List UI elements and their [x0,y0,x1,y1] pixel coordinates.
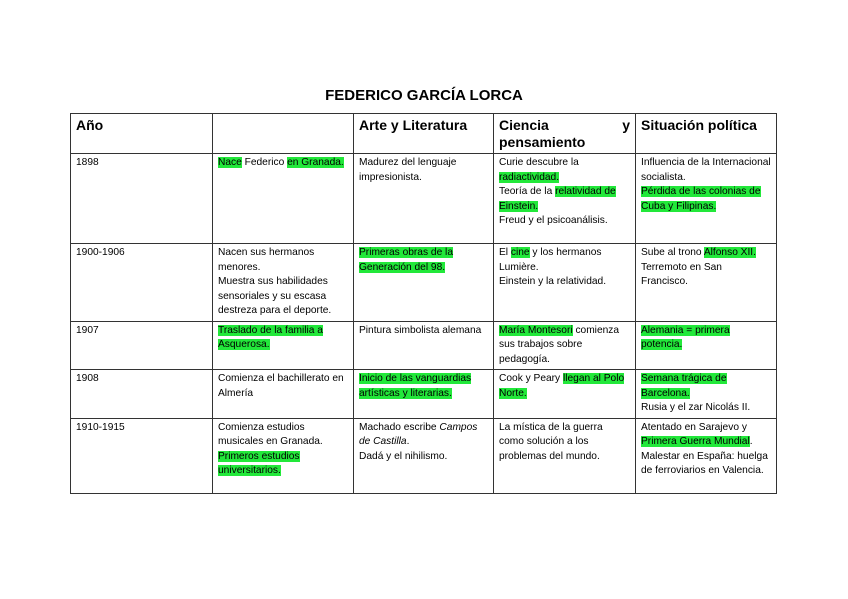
highlighted-text: cine [510,247,530,258]
highlighted-text: Traslado de la familia a Asquerosa. [218,324,323,350]
header-science-word3: pensamiento [499,134,586,150]
cell-paragraph [641,156,771,185]
year-cell: 1900-1906 [71,244,213,322]
highlighted-text: Inicio de las vanguardias artísticas y literarias. [359,373,472,399]
header-science-word1: Ciencia [499,117,549,133]
highlighted-text: radiactividad. [499,171,560,183]
cell-paragraph [641,246,771,261]
art-cell [354,418,494,493]
year-cell: 1908 [71,370,213,419]
art-cell [354,154,494,244]
cell-text: y los hermanos Lumière. [499,247,602,273]
cell-paragraph [499,421,630,465]
life-cell [213,244,354,322]
highlighted-text: Nace [218,157,242,168]
highlighted-text: en Granada. [287,157,344,168]
header-politics: Situación política [636,114,777,154]
cell-text: Dadá y el nihilismo. [359,450,448,462]
cell-text: Nacen sus hermanos menores. [218,247,315,273]
table-row [71,370,777,419]
politics-cell [636,418,777,493]
art-cell [354,321,494,370]
cell-text: Freud y el psicoanálisis. [499,215,608,226]
cell-paragraph [499,185,630,214]
cell-text: Einstein y la relatividad. [499,276,607,287]
table-row [71,321,777,370]
cell-paragraph [218,450,348,479]
timeline-table [70,113,777,494]
cell-paragraph [499,214,630,229]
cell-paragraph [641,401,771,416]
cell-paragraph [359,450,488,465]
science-cell [494,154,636,244]
year-cell: 1907 [71,321,213,370]
cell-text: . [749,436,753,447]
cell-paragraph [218,421,348,450]
highlighted-text: Alemania = primera potencia. [641,324,730,350]
cell-text: El [499,247,511,258]
header-art: Arte y Literatura [354,114,494,154]
cell-paragraph [499,324,630,368]
header-life [213,114,354,154]
cell-text: Curie descubre la [499,157,579,168]
table-row [71,418,777,493]
art-cell [354,244,494,322]
science-cell [494,370,636,419]
politics-cell [636,370,777,419]
highlighted-text: Primeros estudios universitarios. [218,450,300,476]
cell-paragraph [218,246,348,275]
science-cell [494,418,636,493]
cell-paragraph [641,261,771,290]
life-cell [213,370,354,419]
cell-text: Cook y Peary [499,373,563,384]
cell-text: Federico [241,157,288,168]
highlighted-text: Primeras obras de la Generación del 98. [359,247,453,273]
cell-text: Comienza el bachillerato en Almería [218,373,344,399]
cell-paragraph [499,275,630,290]
cell-text: Sube al trono [641,247,704,258]
header-science-word2: y [622,117,630,133]
cell-paragraph [641,421,771,450]
cell-text: Madurez del lenguaje impresionista. [359,157,457,183]
life-cell [213,321,354,370]
life-cell [213,418,354,493]
life-cell [213,154,354,244]
cell-text: Campos de Castilla [359,421,478,447]
cell-text: Terremoto en San Francisco. [641,261,722,287]
year-cell: 1910-1915 [71,418,213,493]
cell-text: Rusia y el zar Nicolás II. [641,402,751,413]
cell-text: Comienza estudios musicales en Granada. [218,421,323,447]
cell-paragraph [499,156,630,185]
science-cell [494,321,636,370]
cell-paragraph [218,275,348,319]
art-cell [354,370,494,419]
politics-cell [636,154,777,244]
document-title: FEDERICO GARCÍA LORCA [325,87,523,104]
cell-text: Teoría de la [499,186,556,197]
cell-paragraph [499,246,630,275]
highlighted-text: relatividad de Einstein. [499,186,616,212]
highlighted-text: Primera Guerra Mundial [641,436,750,447]
science-cell [494,244,636,322]
cell-paragraph [641,372,771,401]
politics-cell [636,321,777,370]
header-science [494,114,636,154]
cell-paragraph [499,372,630,401]
cell-text: comienza sus trabajos sobre pedagogía. [499,324,620,365]
cell-paragraph [641,185,771,214]
highlighted-text: Alfonso XII. [703,247,756,258]
cell-text: Pintura simbolista alemana [359,324,482,336]
year-cell: 1898 [71,154,213,244]
cell-text: Machado escribe [359,421,440,433]
cell-text: Influencia de la Internacional socialista. [641,157,771,183]
cell-paragraph [641,450,771,479]
header-row [71,114,777,154]
highlighted-text: llegan al Polo Norte. [499,373,625,399]
header-year: Año [71,114,213,154]
politics-cell [636,244,777,322]
highlighted-text: María Montesori [499,324,573,336]
cell-text: . [406,436,410,447]
cell-paragraph [359,421,488,450]
cell-text: Malestar en España: huelga de ferroviarios en Valencia. [641,450,768,476]
cell-text: Muestra sus habilidades sensoriales y su escasa destreza para el deporte. [218,276,332,316]
highlighted-text: Semana trágica de Barcelona. [641,373,727,399]
cell-text: La mística de la guerra como solución a los problemas del mundo. [499,421,603,462]
table-row [71,154,777,244]
cell-text: Atentado en Sarajevo y [641,421,747,433]
highlighted-text: Pérdida de las colonias de Cuba y Filipinas. [641,186,761,212]
table-row [71,244,777,322]
